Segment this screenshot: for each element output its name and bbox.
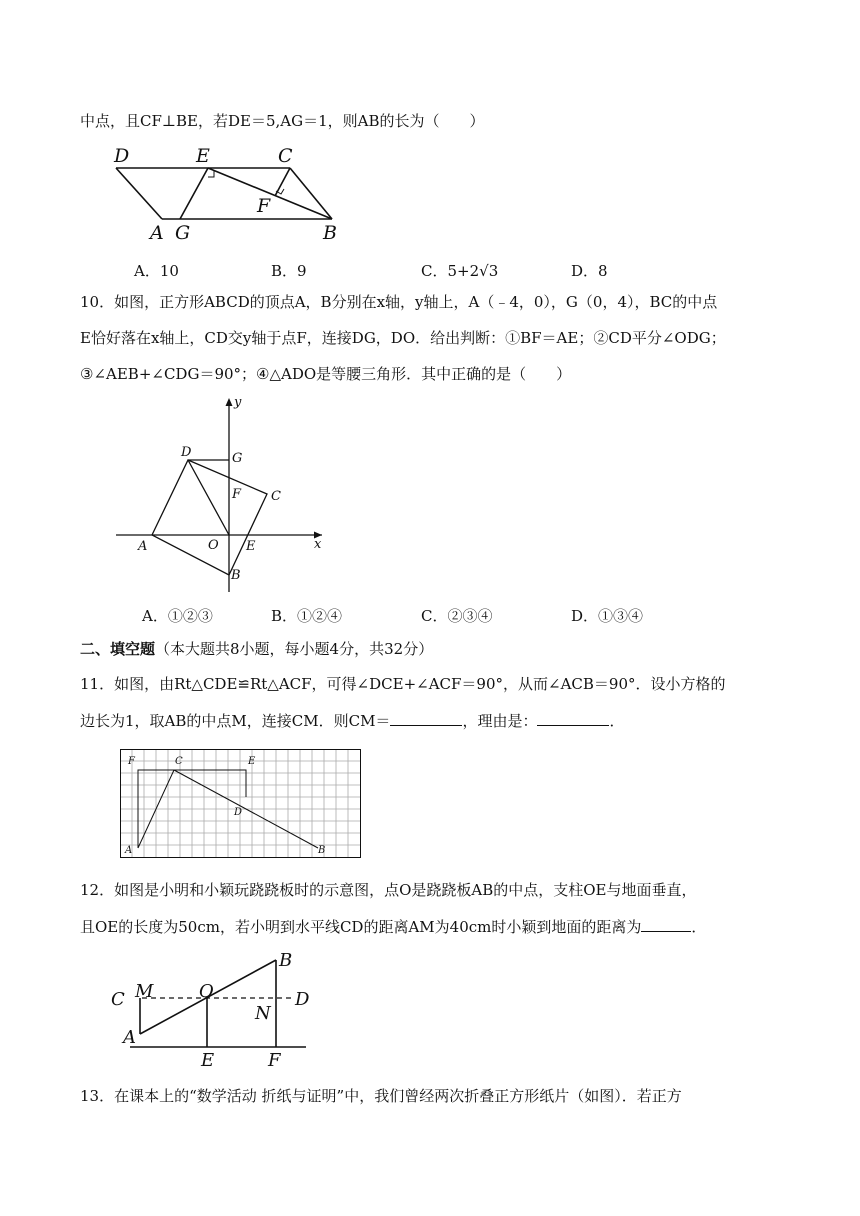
q10-label-d: D — [181, 445, 192, 460]
q9-stem: 中点，且CF⊥BE，若DE＝5,AG＝1，则AB的长为（ ） — [80, 112, 485, 130]
q11-line1: 11．如图，由Rt△CDE≌Rt△ACF，可得∠DCE+∠ACF＝90°，从而∠ACB＝90°．设小方格的 — [80, 675, 726, 693]
q10-label-b: B — [231, 568, 241, 583]
q12-label-e: E — [201, 1050, 215, 1071]
q10-label-e: E — [246, 539, 256, 554]
q12-label-c: C — [111, 989, 125, 1010]
q9-label-g: G — [175, 222, 191, 244]
q9-option-d[interactable]: D．8 — [571, 262, 608, 280]
q10-label-c: C — [271, 489, 281, 504]
q10-label-o: O — [208, 538, 219, 553]
q10-option-d[interactable]: D．①③④ — [571, 607, 644, 625]
q9-label-d: D — [114, 145, 130, 167]
q12-line2 — [80, 915, 706, 938]
q10-option-c[interactable]: C．②③④ — [421, 607, 493, 625]
q9-option-a[interactable]: A．10 — [134, 262, 179, 280]
q10-line3: ③∠AEB+∠CDG＝90°；④△ADO是等腰三角形．其中正确的是（ ） — [80, 365, 572, 383]
q9-label-b: B — [323, 222, 337, 244]
q10-line1: 10．如图，正方形ABCD的顶点A，B分别在x轴，y轴上，A（﹣4，0），G（0，4），BC的中点 — [80, 293, 718, 311]
q10-label-a: A — [138, 539, 148, 554]
q11-label-c: C — [175, 756, 183, 767]
q10-label-g: G — [232, 451, 243, 466]
section-title: 二、填空题 — [80, 640, 156, 658]
q11-grid-figure — [120, 749, 365, 860]
q10-figure — [110, 392, 340, 597]
q12-line2-text-a: 且OE的长度为50cm，若小明到水平线CD的距离AM为40cm时小颖到地面的距离为 — [80, 918, 642, 936]
q9-label-a: A — [150, 222, 164, 244]
q12-label-b: B — [279, 950, 293, 971]
q12-label-n: N — [255, 1003, 271, 1024]
q9-label-f: F — [257, 195, 271, 217]
q11-line2-text-b: ，理由是： — [462, 712, 538, 730]
q9-option-b[interactable]: B．9 — [271, 262, 307, 280]
q10-label-y: y — [234, 395, 242, 410]
q10-label-x: x — [314, 537, 322, 552]
q12-label-d: D — [295, 989, 310, 1010]
q10-line2: E恰好落在x轴上，CD交y轴于点F，连接DG，DO．给出判断：①BF＝AE；②CD平分∠ODG； — [80, 329, 726, 347]
q12-figure — [110, 948, 320, 1073]
section-heading — [80, 638, 433, 660]
q9-figure — [100, 140, 360, 245]
q10-label-f: F — [232, 487, 242, 502]
q11-line2-text-c: ． — [609, 712, 625, 730]
q11-label-a: A — [125, 845, 133, 856]
q12-line2-text-b: ． — [691, 918, 707, 936]
q10-option-b[interactable]: B．①②④ — [271, 607, 343, 625]
q12-line1: 12．如图是小明和小颖玩跷跷板时的示意图，点O是跷跷板AB的中点，支柱OE与地面垂直， — [80, 881, 697, 899]
q11-blank-reason[interactable] — [537, 709, 609, 726]
q12-label-a: A — [123, 1027, 136, 1048]
q11-label-f: F — [128, 756, 135, 767]
q11-label-e: E — [248, 756, 256, 767]
q9-label-c: C — [278, 145, 293, 167]
q11-line2 — [80, 709, 624, 732]
q9-label-e: E — [196, 145, 210, 167]
q9-option-c[interactable]: C．5+2√3 — [421, 262, 499, 280]
q12-label-f: F — [268, 1050, 281, 1071]
q11-line2-text-a: 边长为1，取AB的中点M，连接CM．则CM＝ — [80, 712, 391, 730]
q11-label-d: D — [234, 807, 243, 818]
q12-label-m: M — [135, 981, 154, 1002]
q13-line1: 13．在课本上的“数学活动 折纸与证明”中，我们曾经两次折叠正方形纸片（如图）．若正方 — [80, 1087, 682, 1105]
q10-option-a[interactable]: A．①②③ — [142, 607, 213, 625]
section-note: （本大题共8小题，每小题4分，共32分） — [155, 640, 434, 658]
q12-label-o: O — [199, 981, 214, 1002]
q12-blank-height[interactable] — [641, 915, 691, 932]
q11-blank-cm[interactable] — [390, 709, 462, 726]
q11-label-b: B — [318, 845, 326, 856]
